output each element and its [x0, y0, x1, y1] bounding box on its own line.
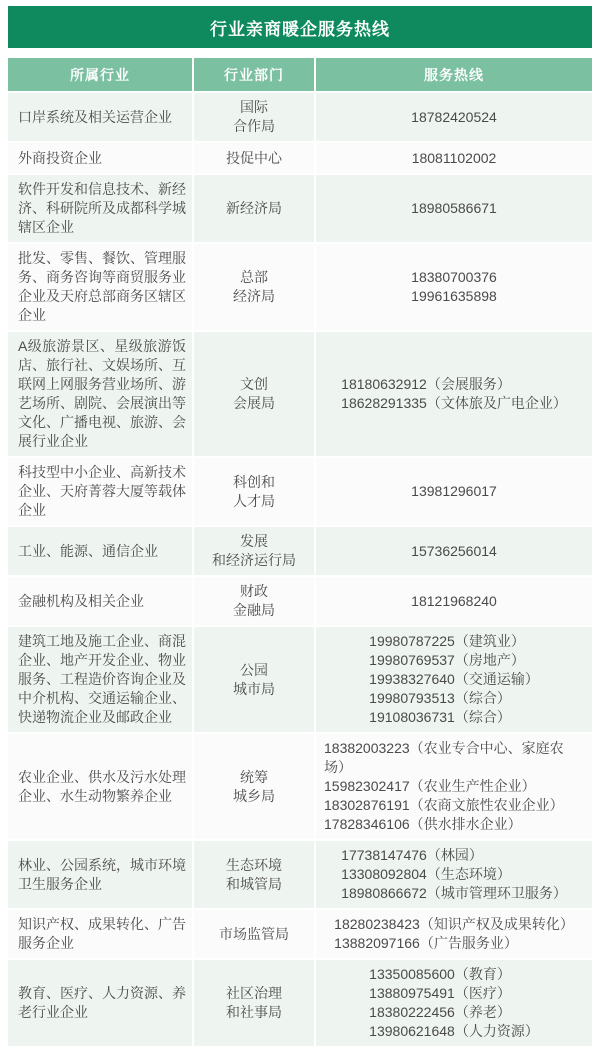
- page-title: 行业亲商暖企服务热线: [210, 19, 390, 39]
- department-line: 和城管局: [226, 875, 282, 892]
- hotline-cell: [316, 734, 592, 839]
- phone-number: 18302876191（农商文旅性农业企业）: [324, 797, 564, 813]
- department-line: 生态环境: [226, 856, 282, 873]
- table-header-row: [8, 58, 592, 91]
- phone-number: 18980586671: [411, 200, 497, 216]
- phone-number: 19108036731（综合）: [369, 709, 511, 725]
- phone-number: 13980621648（人力资源）: [369, 1023, 539, 1039]
- industry-cell: 科技型中小企业、高新技术企业、天府菁蓉大厦等载体企业: [8, 458, 192, 525]
- phone-number: 18382003223（农业专合中心、家庭农场）: [324, 740, 564, 775]
- phone-list: [411, 542, 497, 561]
- phone-number: 17738147476（林园）: [341, 847, 483, 863]
- phone-number: 15982302417（农业生产性企业）: [324, 778, 536, 794]
- table-row: [8, 175, 592, 242]
- phone-number: 19980793513（综合）: [369, 690, 511, 706]
- industry-cell: 外商投资企业: [8, 143, 192, 173]
- hotline-cell: [316, 627, 592, 732]
- department-cell: [194, 458, 314, 525]
- industry-cell: 林业、公园系统，城市环境卫生服务企业: [8, 841, 192, 908]
- table-row: [8, 910, 592, 958]
- industry-cell: 知识产权、成果转化、广告服务企业: [8, 910, 192, 958]
- department-cell: [194, 527, 314, 575]
- column-header-department: [194, 58, 314, 91]
- department-line: 发展: [240, 533, 268, 549]
- phone-list: [324, 739, 584, 834]
- phone-number: 18782420524: [411, 108, 497, 125]
- industry-cell: 批发、零售、餐饮、管理服务、商务咨询等商贸服务业企业及天府总部商务区辖区企业: [8, 244, 192, 330]
- phone-list: [412, 149, 497, 168]
- hotline-cell: [316, 960, 592, 1046]
- phone-list: [341, 375, 567, 413]
- department-line: 总部: [240, 269, 268, 285]
- department-line: 人才局: [233, 492, 275, 509]
- industry-cell: A级旅游景区、星级旅游饭店、旅行社、文娱场所、互联网上网服务营业场所、游艺场所、剧院、会展演出等文化、广播电视、旅游、会展行业企业: [8, 332, 192, 456]
- phone-number: 18980866672（城市管理环卫服务）: [341, 885, 567, 901]
- department-line: 公园: [240, 661, 268, 678]
- phone-number: 17828346106（供水排水企业）: [324, 816, 522, 832]
- industry-cell: 软件开发和信息技术、新经济、科研院所及成都科学城辖区企业: [8, 175, 192, 242]
- department-line: 社区治理: [226, 985, 282, 1001]
- hotline-cell: [316, 332, 592, 456]
- hotline-cell: [316, 93, 592, 141]
- industry-cell: 教育、医疗、人力资源、养老行业企业: [8, 960, 192, 1046]
- column-header-industry-label: 所属行业: [70, 66, 130, 83]
- table-row: [8, 527, 592, 575]
- department-cell: [194, 960, 314, 1046]
- table-row: [8, 841, 592, 908]
- phone-list: [334, 915, 574, 953]
- hotline-cell: [316, 841, 592, 908]
- department-line: 财政: [240, 583, 268, 599]
- phone-list: [411, 108, 497, 127]
- industry-cell: 农业企业、供水及污水处理企业、水生动物繁养企业: [8, 734, 192, 839]
- phone-number: 13350085600（教育）: [369, 966, 511, 982]
- phone-number: 19961635898: [411, 288, 497, 304]
- hotline-cell: [316, 527, 592, 575]
- department-cell: [194, 734, 314, 839]
- department-cell: [194, 910, 314, 958]
- table-row: [8, 143, 592, 173]
- phone-number: 19980769537（房地产）: [369, 652, 525, 668]
- table-row: [8, 960, 592, 1046]
- phone-number: 18180632912（会展服务）: [341, 376, 511, 392]
- table-row: [8, 93, 592, 141]
- table-body: [8, 93, 592, 1046]
- column-header-industry: [8, 58, 192, 91]
- phone-number: 19980787225（建筑业）: [369, 633, 525, 649]
- phone-number: 18280238423（知识产权及成果转化）: [334, 916, 574, 932]
- department-line: 市场监管局: [219, 925, 289, 942]
- phone-number: 18628291335（文体旅及广电企业）: [341, 395, 567, 411]
- industry-cell: 工业、能源、通信企业: [8, 527, 192, 575]
- phone-list: [341, 846, 567, 903]
- department-cell: [194, 93, 314, 141]
- department-line: 经济局: [233, 288, 275, 304]
- table-row: [8, 627, 592, 732]
- column-header-department-label: 行业部门: [224, 66, 284, 83]
- department-cell: [194, 143, 314, 173]
- phone-number: 13981296017: [411, 483, 497, 499]
- phone-number: 18121968240: [411, 592, 497, 609]
- industry-cell: 口岸系统及相关运营企业: [8, 93, 192, 141]
- phone-number: 15736256014: [411, 542, 497, 559]
- industry-cell: 建筑工地及施工企业、商混企业、地产开发企业、物业服务、工程造价咨询企业及中介机构、交通运输企业、快递物流企业及邮政企业: [8, 627, 192, 732]
- department-cell: [194, 175, 314, 242]
- department-cell: [194, 244, 314, 330]
- phone-number: 18081102002: [411, 149, 497, 166]
- table-row: [8, 577, 592, 625]
- hotline-cell: [316, 910, 592, 958]
- phone-list: [369, 965, 539, 1041]
- column-header-hotline: [316, 58, 592, 91]
- table-row: [8, 332, 592, 456]
- phone-number: 13308092804（生态环境）: [341, 866, 511, 882]
- department-cell: [194, 627, 314, 732]
- hotline-cell: [316, 244, 592, 330]
- phone-list: [411, 268, 497, 306]
- table-row: [8, 734, 592, 839]
- department-line: 国际: [240, 99, 268, 115]
- hotline-cell: [316, 175, 592, 242]
- department-line: 投促中心: [226, 149, 282, 166]
- department-line: 会展局: [233, 395, 275, 411]
- department-line: 和经济运行局: [212, 552, 296, 568]
- table-row: [8, 244, 592, 330]
- hotline-cell: [316, 577, 592, 625]
- phone-list: [411, 482, 497, 501]
- hotline-cell: [316, 143, 592, 173]
- phone-number: 13880975491（医疗）: [369, 985, 511, 1001]
- department-line: 城乡局: [233, 787, 275, 804]
- column-header-hotline-label: 服务热线: [424, 66, 484, 83]
- department-line: 金融局: [233, 602, 275, 618]
- title-banner: [8, 6, 592, 48]
- phone-number: 13882097166（广告服务业）: [334, 935, 518, 951]
- phone-number: 19938327640（交通运输）: [369, 671, 539, 687]
- department-line: 科创和: [233, 473, 275, 490]
- hotline-cell: [316, 458, 592, 525]
- phone-number: 18380700376: [411, 269, 497, 285]
- department-line: 合作局: [233, 118, 275, 134]
- department-cell: [194, 841, 314, 908]
- department-line: 文创: [240, 376, 268, 392]
- phone-list: [369, 632, 539, 727]
- table-row: [8, 458, 592, 525]
- department-cell: [194, 577, 314, 625]
- department-line: 统筹: [240, 768, 268, 785]
- department-line: 新经济局: [226, 200, 282, 216]
- department-line: 城市局: [233, 680, 275, 697]
- phone-list: [411, 199, 497, 218]
- industry-cell: 金融机构及相关企业: [8, 577, 192, 625]
- phone-number: 18380222456（养老）: [369, 1004, 511, 1020]
- phone-list: [411, 592, 497, 611]
- department-cell: [194, 332, 314, 456]
- department-line: 和社事局: [226, 1004, 282, 1020]
